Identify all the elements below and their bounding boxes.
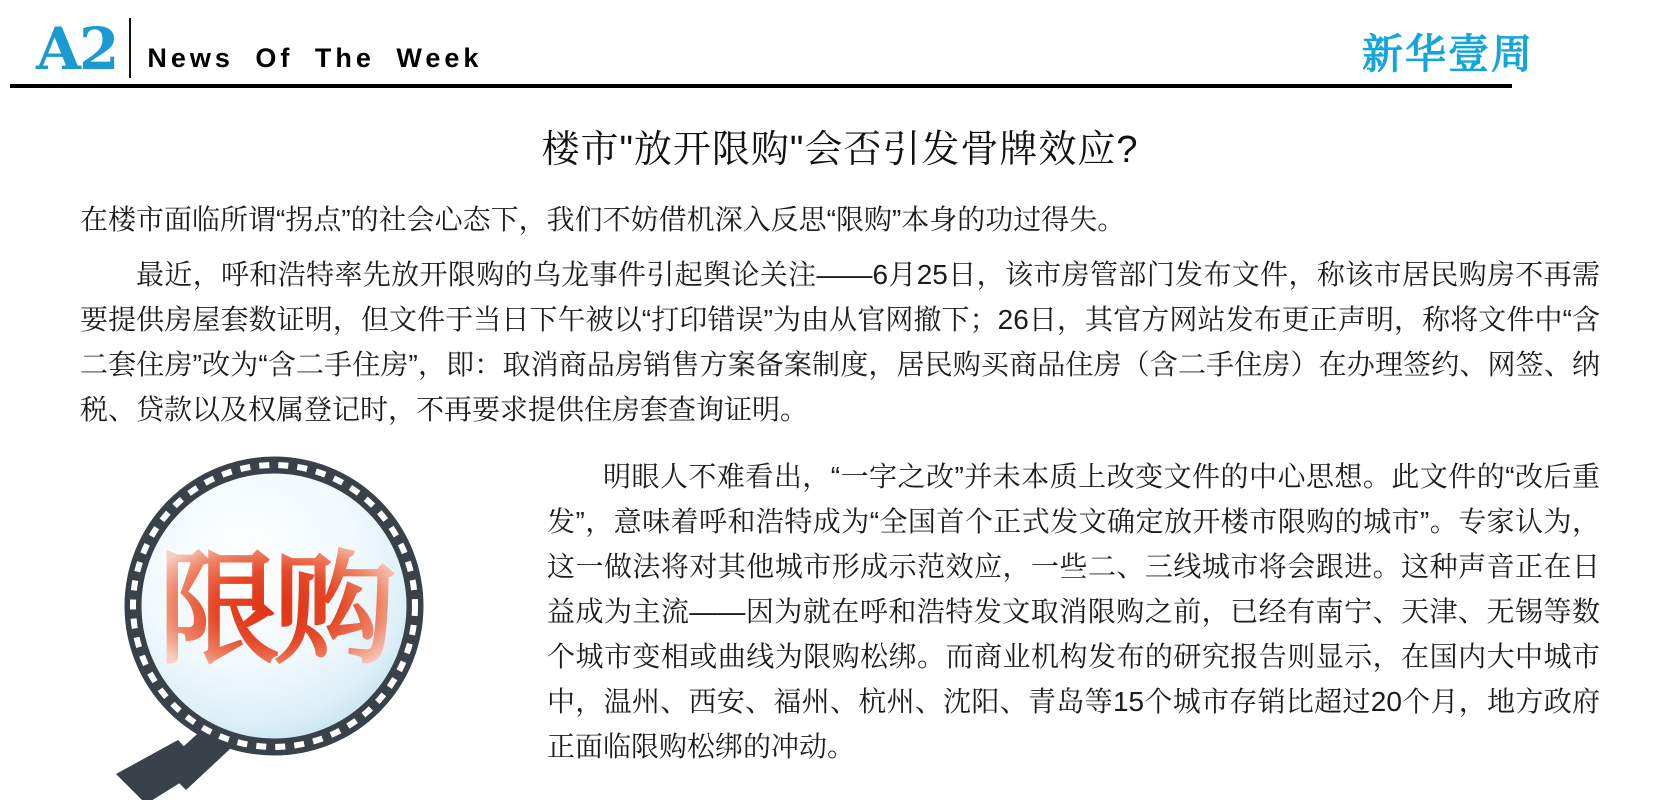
- masthead-logo: 新华壹周: [1362, 31, 1534, 77]
- lead-paragraph: 在楼市面临所谓“拐点”的社会心态下，我们不妨借机深入反思“限购”本身的功过得失。: [80, 204, 1126, 235]
- article-title: 楼市"放开限购"会否引发骨牌效应?: [541, 129, 1139, 171]
- section-title: News Of The Week: [147, 43, 483, 73]
- page-header: [0, 0, 1680, 83]
- article: [0, 118, 1680, 800]
- magnifier-illustration: [102, 440, 447, 800]
- stamp-text: 限购: [158, 542, 390, 678]
- header-divider: [129, 18, 131, 78]
- illustration-column: [80, 438, 547, 800]
- wrap-paragraph: 明眼人不难看出，“一字之改”并未本质上改变文件的中心思想。此文件的“改后重发”，意味着呼和浩特成为“全国首个正式发文确定放开楼市限购的城市”。专家认为，这一做法将对其他城市形成示范效应，一些二、三线城市将会跟进。这种声音正在日益成为主流——因为就在呼和浩特发文取消限购之前，已经有南宁、天津、无锡等数个城市变相或曲线为限购松绑。而商业机构发布的研究报告则显示，在国内大中城市中，温州、西安、福州、杭州、沈阳、青岛等15个城市存销比超过20个月，地方政府正面临限购松绑的冲动。: [547, 461, 1600, 762]
- body-paragraph: 最近，呼和浩特率先放开限购的乌龙事件引起舆论关注——6月25日，该市房管部门发布文件，称该市居民购房不再需要提供房屋套数证明，但文件于当日下午被以“打印错误”为由从官网撤下；26日，其官方网站发布更正声明，称将文件中“含二套住房”改为“含二手住房”，即：取消商品房销售方案备案制度，居民购买商品住房（含二手住房）在办理签约、网签、纳税、贷款以及权属登记时，不再要求提供住房套查询证明。: [80, 259, 1600, 425]
- content-row: [80, 438, 1600, 800]
- header-rule: [10, 84, 1512, 88]
- page-number: A2: [36, 15, 118, 83]
- wrap-column: [547, 438, 1600, 800]
